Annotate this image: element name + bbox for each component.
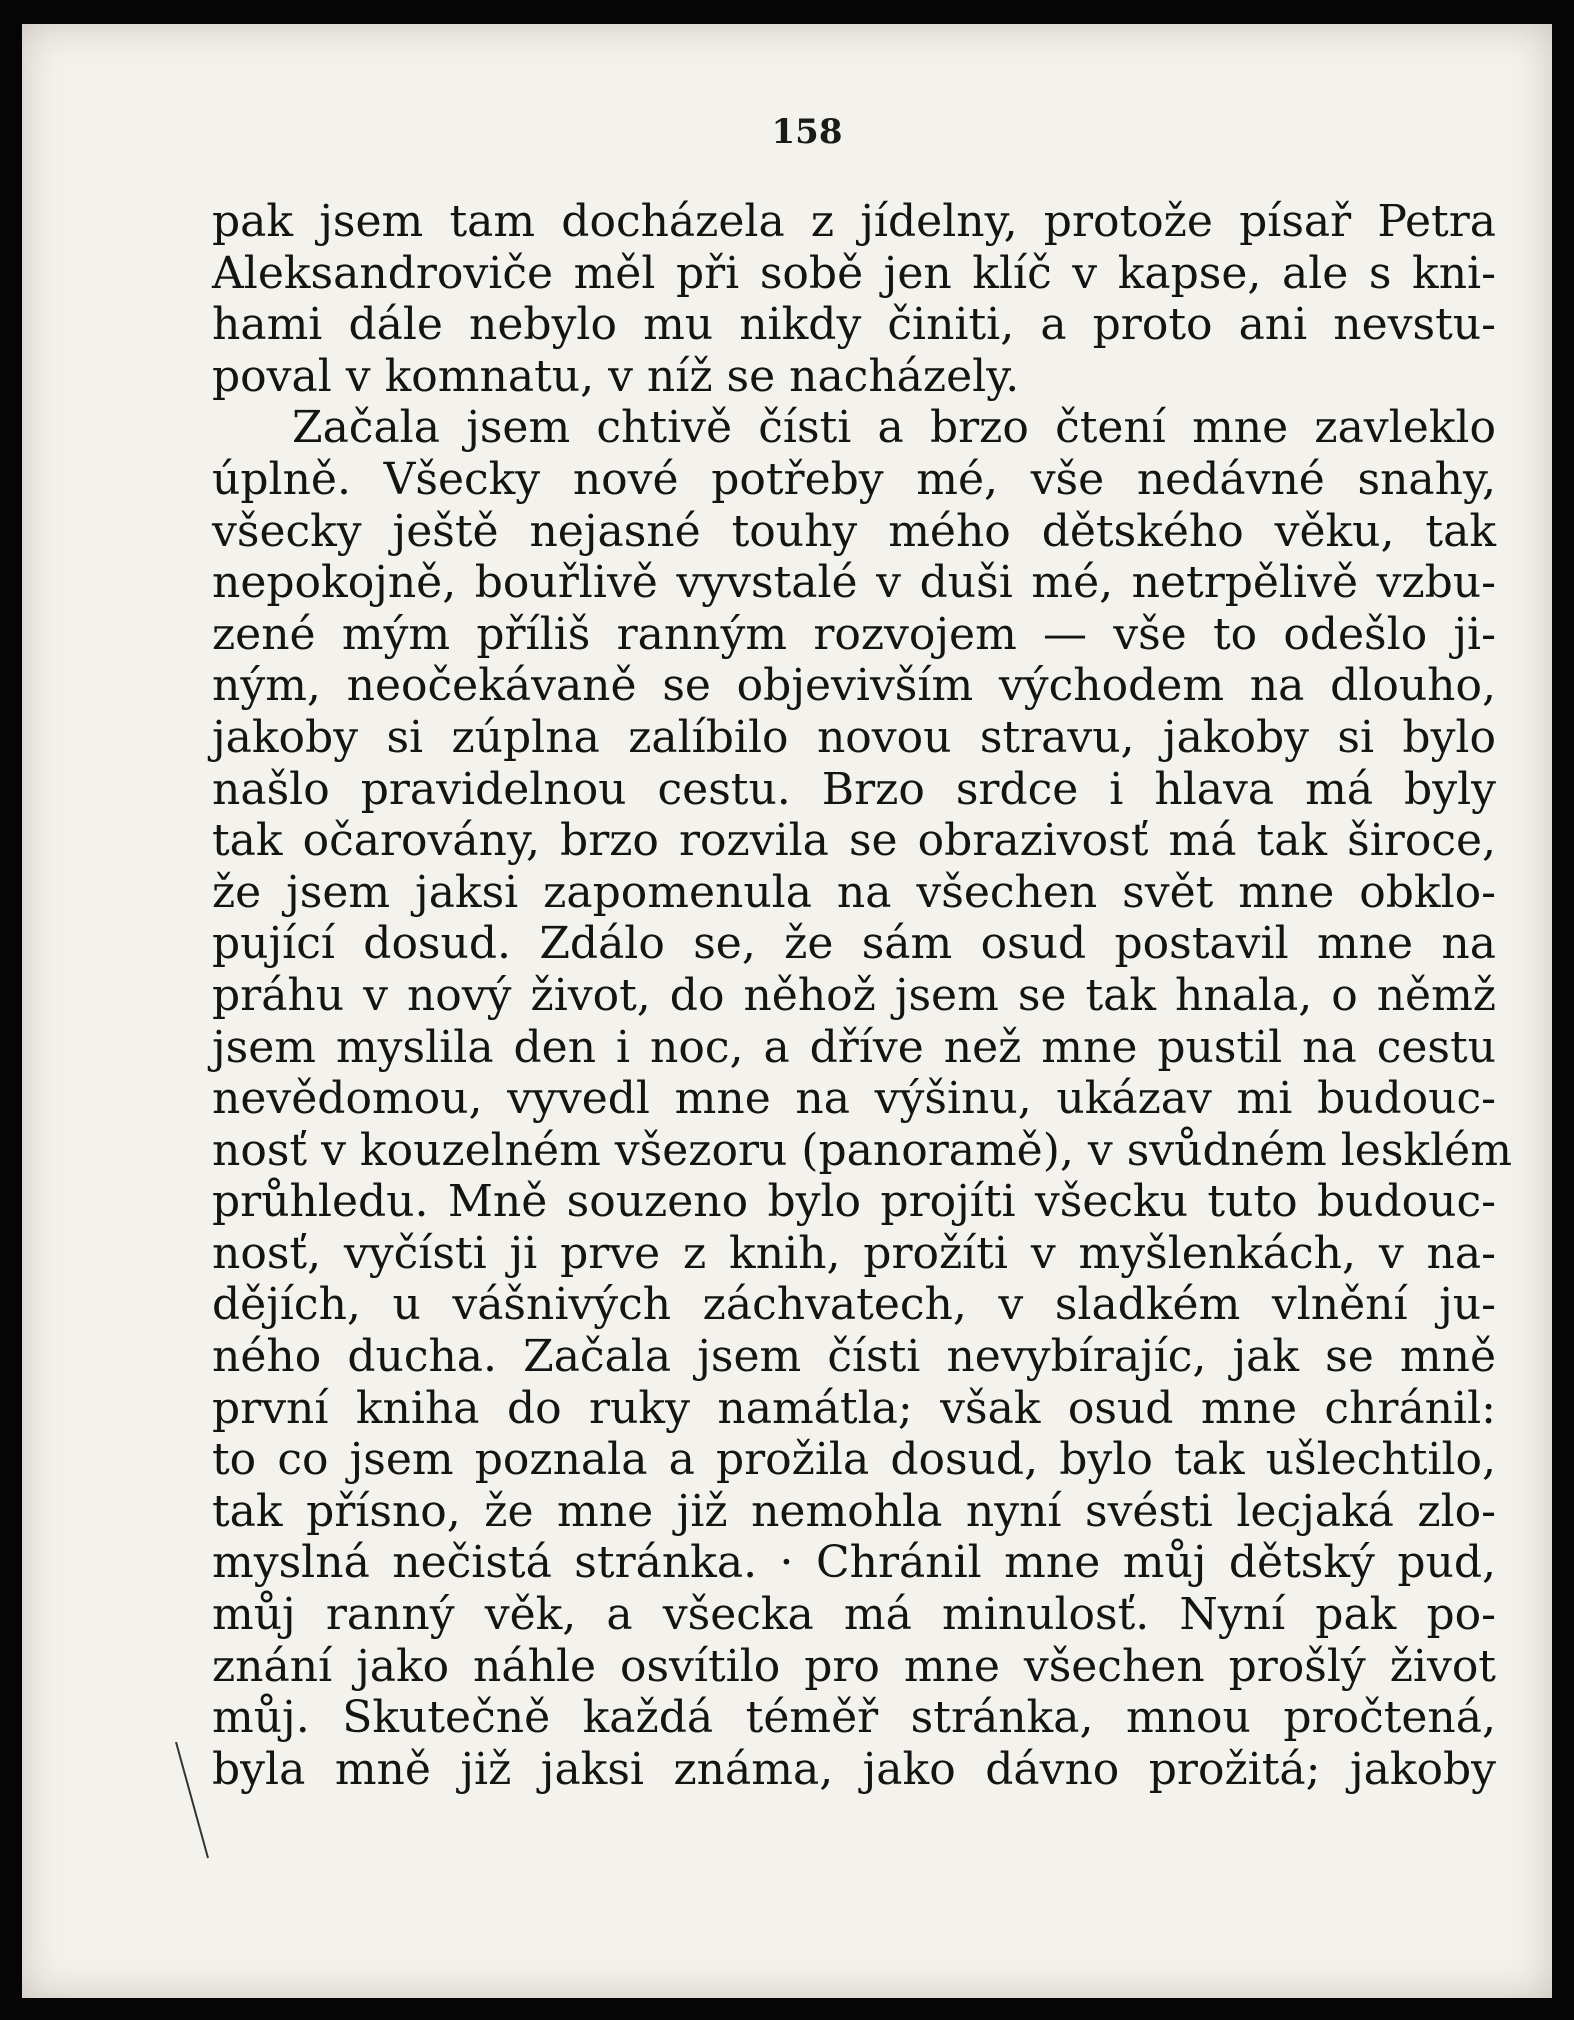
text-line: jsem myslila den i noc, a dříve než mne pustil na cestu (212, 1021, 1496, 1073)
page-number: 158 (771, 112, 843, 152)
text-line: práhu v nový život, do něhož jsem se tak hnala, o němž (212, 969, 1496, 1021)
text-line: jakoby si zúplna zalíbilo novou stravu, jakoby si bylo (212, 711, 1496, 763)
text-line: že jsem jaksi zapomenula na všechen svět mne obklo- (212, 866, 1496, 918)
text-line: pak jsem tam docházela z jídelny, protože písař Petra (212, 196, 1496, 247)
pencil-mark (172, 1742, 212, 1862)
text-line: můj ranný věk, a všecka má minulosť. Nyní pak po- (212, 1589, 1496, 1641)
text-line: hami dále nebylo mu nikdy činiti, a proto ani nevstu- (212, 299, 1496, 351)
text-line: to co jsem poznala a prožila dosud, bylo tak ušlechtilo, (212, 1434, 1496, 1486)
text-line: poval v komnatu, v níž se nacházely. (212, 350, 1020, 402)
text-line: první kniha do ruky namátla; však osud mne chránil: (212, 1382, 1496, 1434)
text-line: myslná nečistá stránka. · Chránil mne můj dětský pud, (212, 1537, 1496, 1589)
body-text (212, 196, 1512, 1795)
text-line: Aleksandroviče měl při sobě jen klíč v kapse, ale s kni- (212, 247, 1496, 299)
text-line: všecky ještě nejasné touhy mého dětského věku, tak (212, 505, 1496, 557)
text-line: znání jako náhle osvítilo pro mne všechen prošlý život (212, 1640, 1496, 1692)
book-page (22, 24, 1552, 1998)
text-line: ným, neočekávaně se objevivším východem na dlouho, (212, 660, 1496, 712)
text-line: tak očarovány, brzo rozvila se obrazivosť má tak široce, (212, 815, 1496, 867)
text-line: nepokojně, bouřlivě vyvstalé v duši mé, netrpělivě vzbu- (212, 557, 1496, 609)
text-line: můj. Skutečně každá téměř stránka, mnou pročtená, (212, 1692, 1496, 1744)
text-line: tak přísno, že mne již nemohla nyní svésti lecjaká zlo- (212, 1485, 1496, 1537)
text-line: nevědomou, vyvedl mne na výšinu, ukázav mi budouc- (212, 1073, 1496, 1125)
text-line: ného ducha. Začala jsem čísti nevybírajíc, jak se mně (212, 1331, 1496, 1383)
text-line: dějích, u vášnivých záchvatech, v sladkém vlnění ju- (212, 1279, 1496, 1331)
text-line: úplně. Všecky nové potřeby mé, vše nedávné snahy, (212, 453, 1496, 505)
text-line: nosť v kouzelném všezoru (panoramě), v svůdném lesklém (212, 1124, 1512, 1176)
text-line: průhledu. Mně souzeno bylo projíti všecku tuto budouc- (212, 1176, 1496, 1228)
text-line: byla mně již jaksi známa, jako dávno prožitá; jakoby (212, 1743, 1496, 1795)
text-line: zené mým příliš ranným rozvojem — vše to odešlo ji- (212, 608, 1496, 660)
text-line: pující dosud. Zdálo se, že sám osud postavil mne na (212, 918, 1496, 970)
text-line: našlo pravidelnou cestu. Brzo srdce i hlava má byly (212, 763, 1496, 815)
text-line: Začala jsem chtivě čísti a brzo čtení mne zavleklo (292, 402, 1496, 454)
text-line: nosť, vyčísti ji prve z knih, prožíti v myšlenkách, v na- (212, 1227, 1496, 1279)
